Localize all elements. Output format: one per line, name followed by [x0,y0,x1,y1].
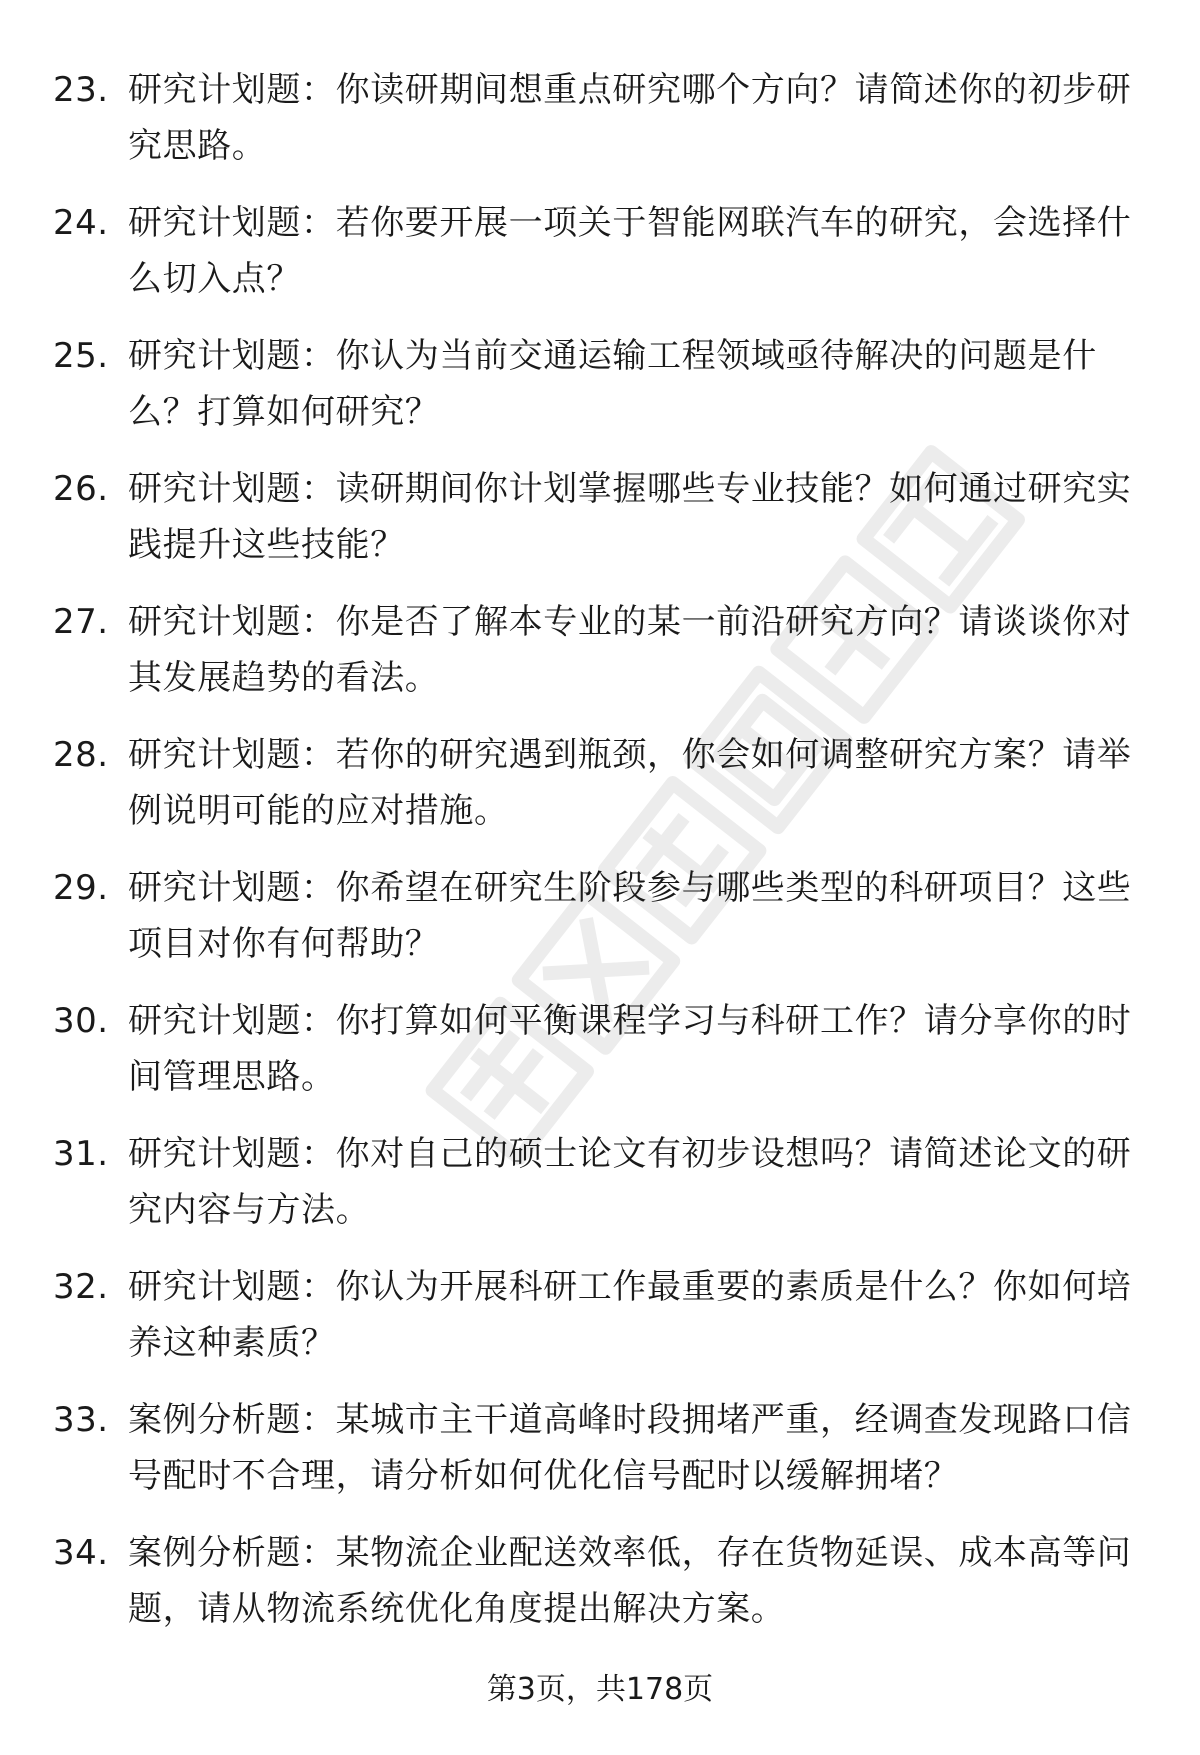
question-text: 研究计划题：你打算如何平衡课程学习与科研工作？请分享你的时间管理思路。 [128,1001,1132,1097]
question-number: 33. [53,1400,109,1440]
question-text: 研究计划题：你对自己的硕士论文有初步设想吗？请简述论文的研究内容与方法。 [128,1134,1132,1230]
question-number: 34. [53,1533,109,1573]
question-number: 31. [53,1134,109,1174]
page-number: 第3页，共178页 [486,1672,714,1707]
question-text: 研究计划题：你认为开展科研工作最重要的素质是什么？你如何培养这种素质？ [128,1267,1132,1363]
question-number: 25. [53,336,109,376]
question-text: 研究计划题：若你的研究遇到瓶颈，你会如何调整研究方案？请举例说明可能的应对措施。 [128,735,1132,831]
question-number: 28. [53,735,109,775]
question-text: 研究计划题：你认为当前交通运输工程领域亟待解决的问题是什么？打算如何研究？ [128,336,1097,432]
question-number: 27. [53,602,109,642]
question-item [0,1392,1200,1525]
question-number: 26. [53,469,109,509]
question-number: 30. [53,1001,109,1041]
question-item [0,594,1200,727]
question-text: 研究计划题：若你要开展一项关于智能网联汽车的研究，会选择什么切入点？ [128,203,1132,299]
question-number: 29. [53,868,109,908]
question-item [0,328,1200,461]
question-list [0,62,1200,1658]
question-text: 研究计划题：你是否了解本专业的某一前沿研究方向？请谈谈你对其发展趋势的看法。 [128,602,1132,698]
question-text: 案例分析题：某物流企业配送效率低，存在货物延误、成本高等问题，请从物流系统优化角度提出解决方案。 [128,1533,1132,1629]
question-item [0,1525,1200,1658]
question-item [0,195,1200,328]
question-text: 案例分析题：某城市主干道高峰时段拥堵严重，经调查发现路口信号配时不合理，请分析如何优化信号配时以缓解拥堵？ [128,1400,1132,1496]
question-text: 研究计划题：你读研期间想重点研究哪个方向？请简述你的初步研究思路。 [128,70,1132,166]
question-item [0,727,1200,860]
question-item [0,62,1200,195]
question-item [0,993,1200,1126]
question-text: 研究计划题：读研期间你计划掌握哪些专业技能？如何通过研究实践提升这些技能？ [128,469,1132,565]
question-item [0,1126,1200,1259]
question-number: 23. [53,70,109,110]
question-item [0,461,1200,594]
question-text: 研究计划题：你希望在研究生阶段参与哪些类型的科研项目？这些项目对你有何帮助？ [128,868,1132,964]
question-number: 32. [53,1267,109,1307]
question-item [0,860,1200,993]
question-item [0,1259,1200,1392]
question-number: 24. [53,203,109,243]
